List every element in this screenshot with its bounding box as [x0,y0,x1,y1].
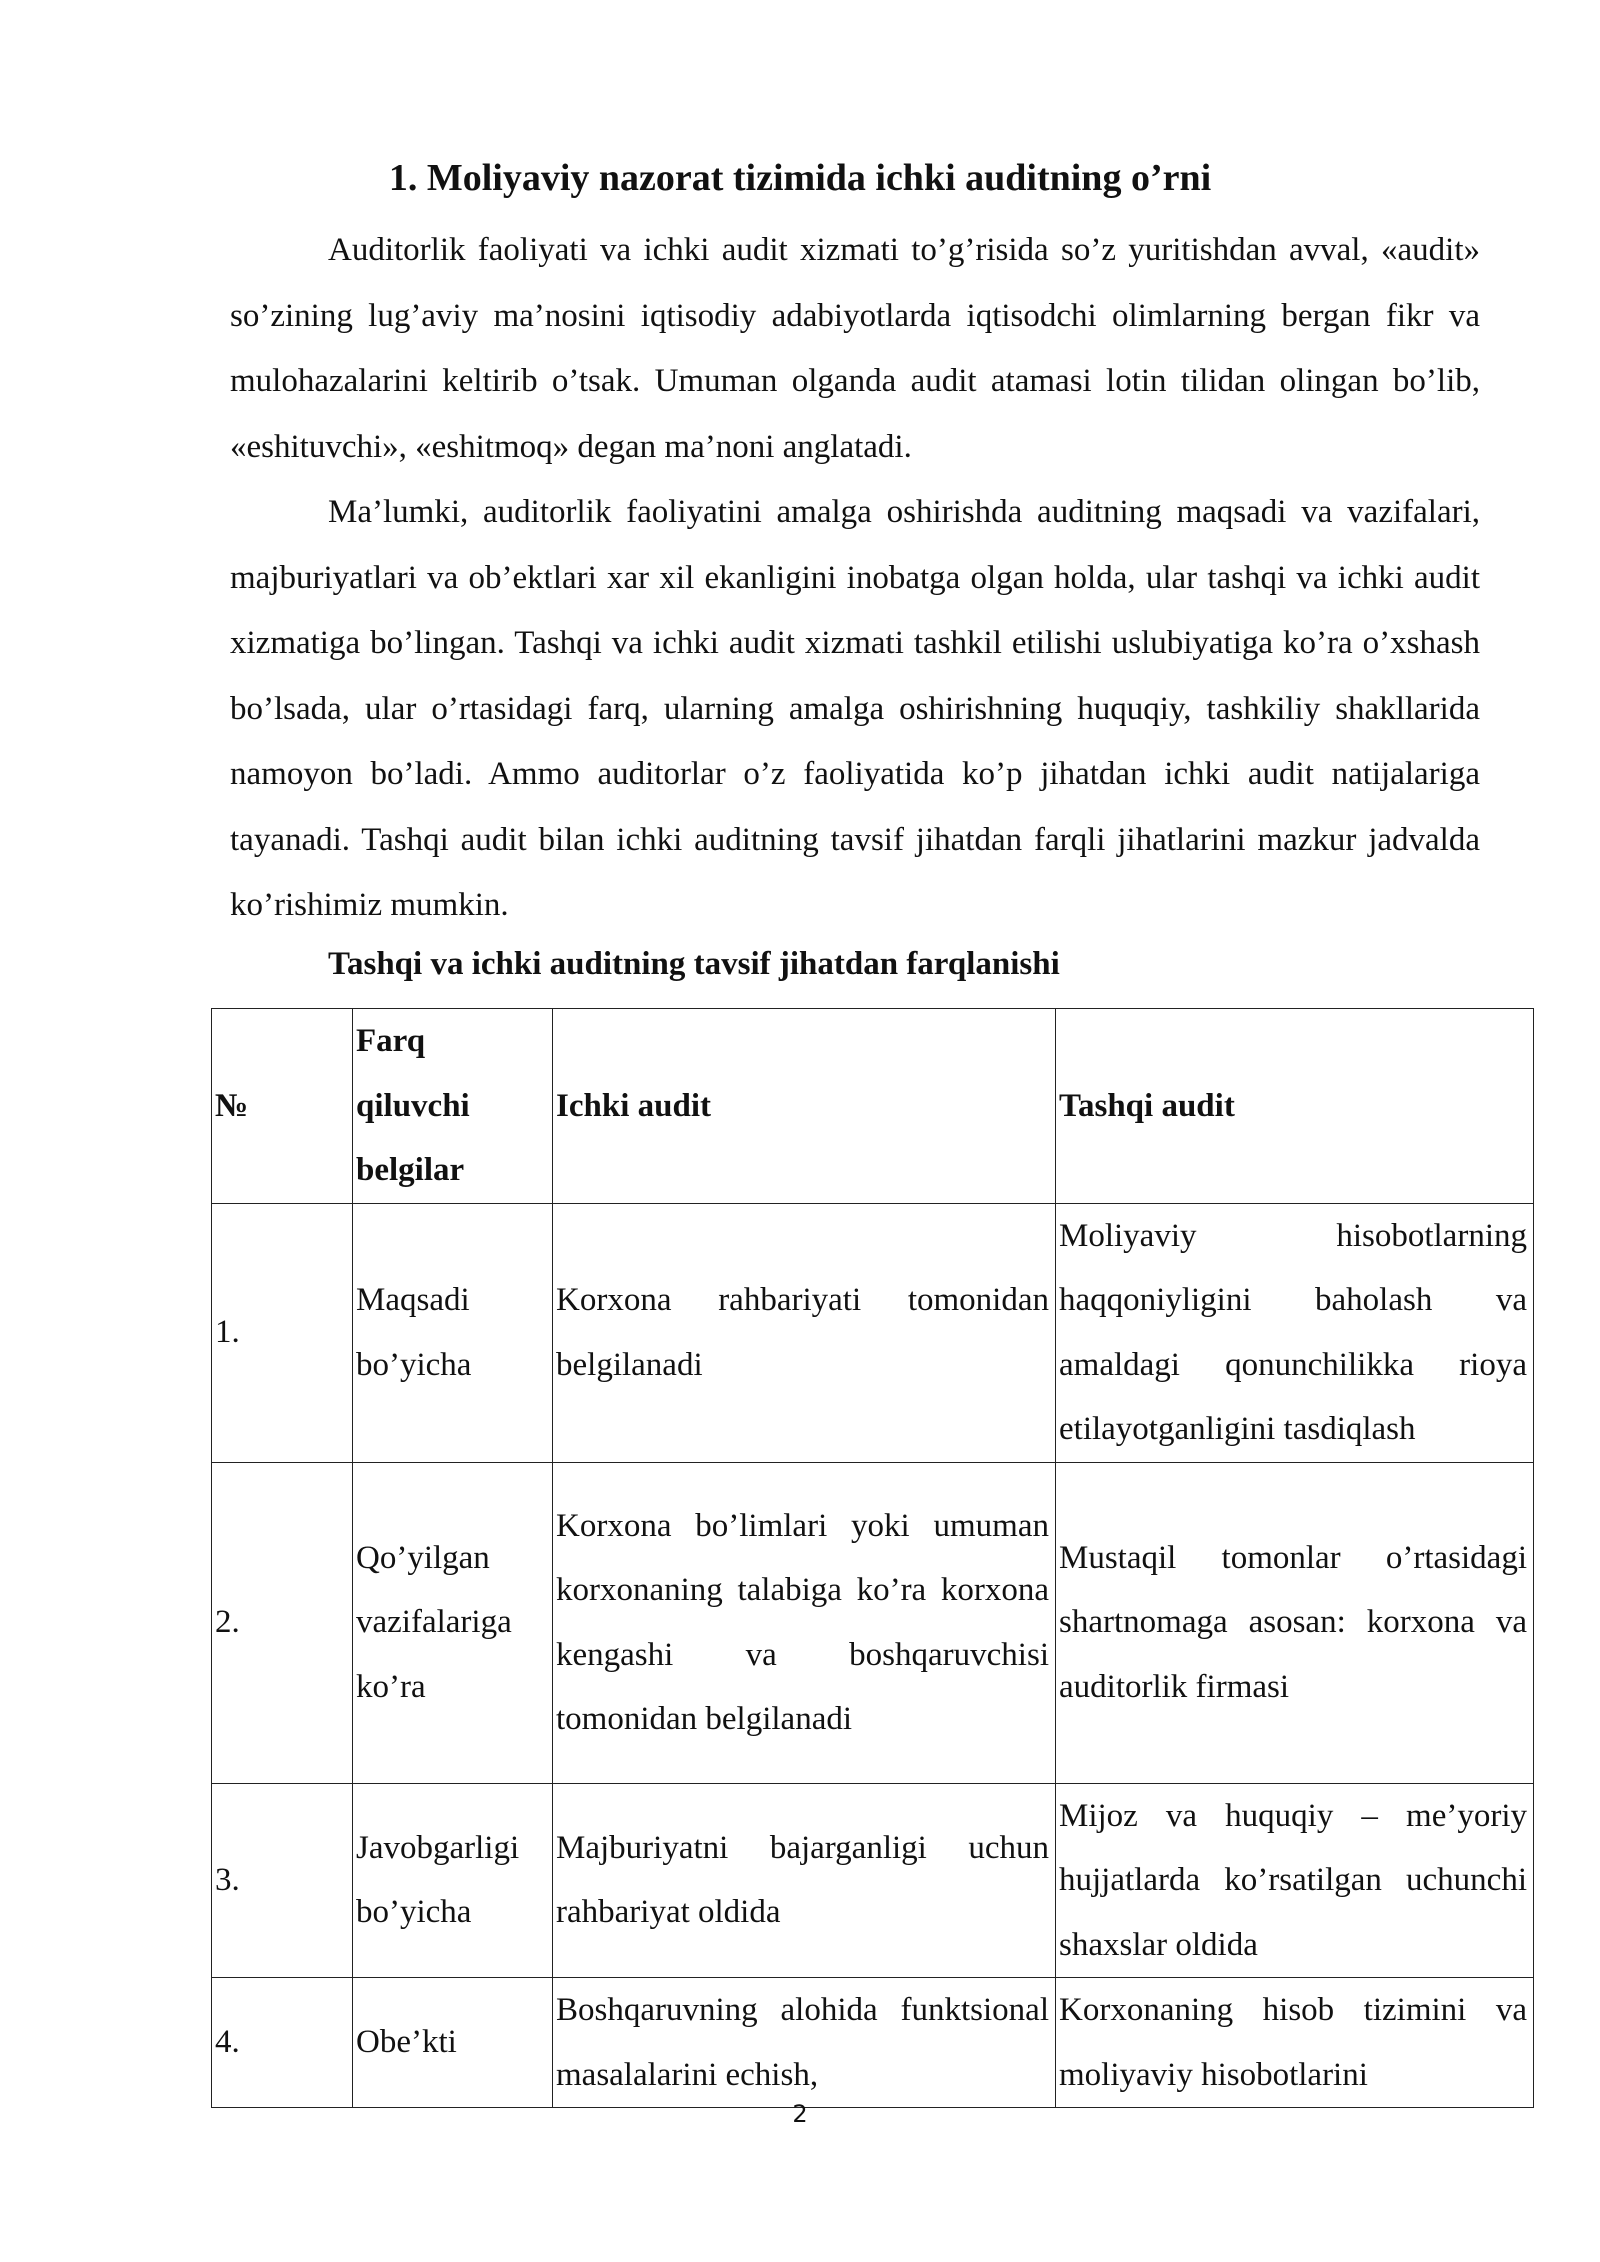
criteria-cell: Obe’kti [353,1978,553,2108]
paragraph-2-text: Ma’lumki, auditorlik faoliyatini amalga oshirishda auditning maqsadi va vazifalari, majburiyatlari va ob’ektlari xar xil ekanligini inobatga olgan holda, ular tashqi va ichki audit xizmatiga bo’lingan. Tashqi va ichki audit xizmati tashkil etilishi uslubiyatiga ko’ra o’xshash bo’lsada, ular o’rtasidagi farq, ularning amalga oshirishning huquqiy, tashkiliy shakllarida namoyon bo’ladi. Ammo auditorlar o’z faoliyatida ko’p jihatdan ichki audit natijalariga tayanadi. Tashqi audit bilan ichki auditning tavsif jihatdan farqli jihatlarini mazkur jadvalda ko’rishimiz mumkin. [230,494,1480,923]
internal-audit-cell: Boshqaruvning alohida funktsional masalalarini echish, [553,1978,1056,2108]
table-title: Tashqi va ichki auditning tavsif jihatdan farqlanishi [328,946,1060,982]
external-audit-cell: Korxonaning hisob tizimini va moliyaviy hisobotlarini [1056,1978,1534,2108]
table-row [212,1978,1534,2108]
header-cell-internal-audit: Ichki audit [553,1009,1056,1204]
header-cell-number: № [212,1009,353,1204]
external-audit-cell: Moliyaviy hisobotlarning haqqoniyligini baholash va amaldagi qonunchilikka rioya etilayotganligini tasdiqlash [1056,1203,1534,1462]
internal-audit-cell: Majburiyatni bajarganligi uchun rahbariyat oldida [553,1783,1056,1978]
table-row [212,1462,1534,1783]
section-heading: 1. Moliyaviy nazorat tizimida ichki auditning o’rni [388,157,1212,199]
criteria-cell: Javobgarligi bo’yicha [353,1783,553,1978]
comparison-table [211,1008,1534,2108]
row-number-cell: 4. [212,1978,353,2108]
paragraph-1-text: Auditorlik faoliyati va ichki audit xizmati to’g’risida so’z yuritishdan avval, «audit» so’zining lug’aviy ma’nosini iqtisodiy adabiyotlarda iqtisodchi olimlarning bergan fikr va mulohazalarini keltirib o’tsak. Umuman olganda audit atamasi lotin tilidan olingan bo’lib, «eshituvchi», «eshitmoq» degan ma’noni anglatadi. [230,232,1480,465]
criteria-cell: Maqsadi bo’yicha [353,1203,553,1462]
table-row [212,1783,1534,1978]
paragraph-1 [230,218,1480,480]
row-number-cell: 3. [212,1783,353,1978]
page-number: 2 [792,2100,808,2128]
paragraph-2 [230,480,1480,939]
header-cell-external-audit: Tashqi audit [1056,1009,1534,1204]
external-audit-cell: Mijoz va huquqiy – me’yoriy hujjatlarda ko’rsatilgan uchunchi shaxslar oldida [1056,1783,1534,1978]
table-row [212,1203,1534,1462]
table-header-row [212,1009,1534,1204]
criteria-cell: Qo’yilgan vazifalariga ko’ra [353,1462,553,1783]
row-number-cell: 1. [212,1203,353,1462]
external-audit-cell: Mustaqil tomonlar o’rtasidagi shartnomaga asosan: korxona va auditorlik firmasi [1056,1462,1534,1783]
row-number-cell: 2. [212,1462,353,1783]
internal-audit-cell: Korxona rahbariyati tomonidan belgilanadi [553,1203,1056,1462]
header-cell-criteria: Farq qiluvchi belgilar [353,1009,553,1204]
internal-audit-cell: Korxona bo’limlari yoki umuman korxonaning talabiga ko’ra korxona kengashi va boshqaruvchisi tomonidan belgilanadi [553,1462,1056,1783]
